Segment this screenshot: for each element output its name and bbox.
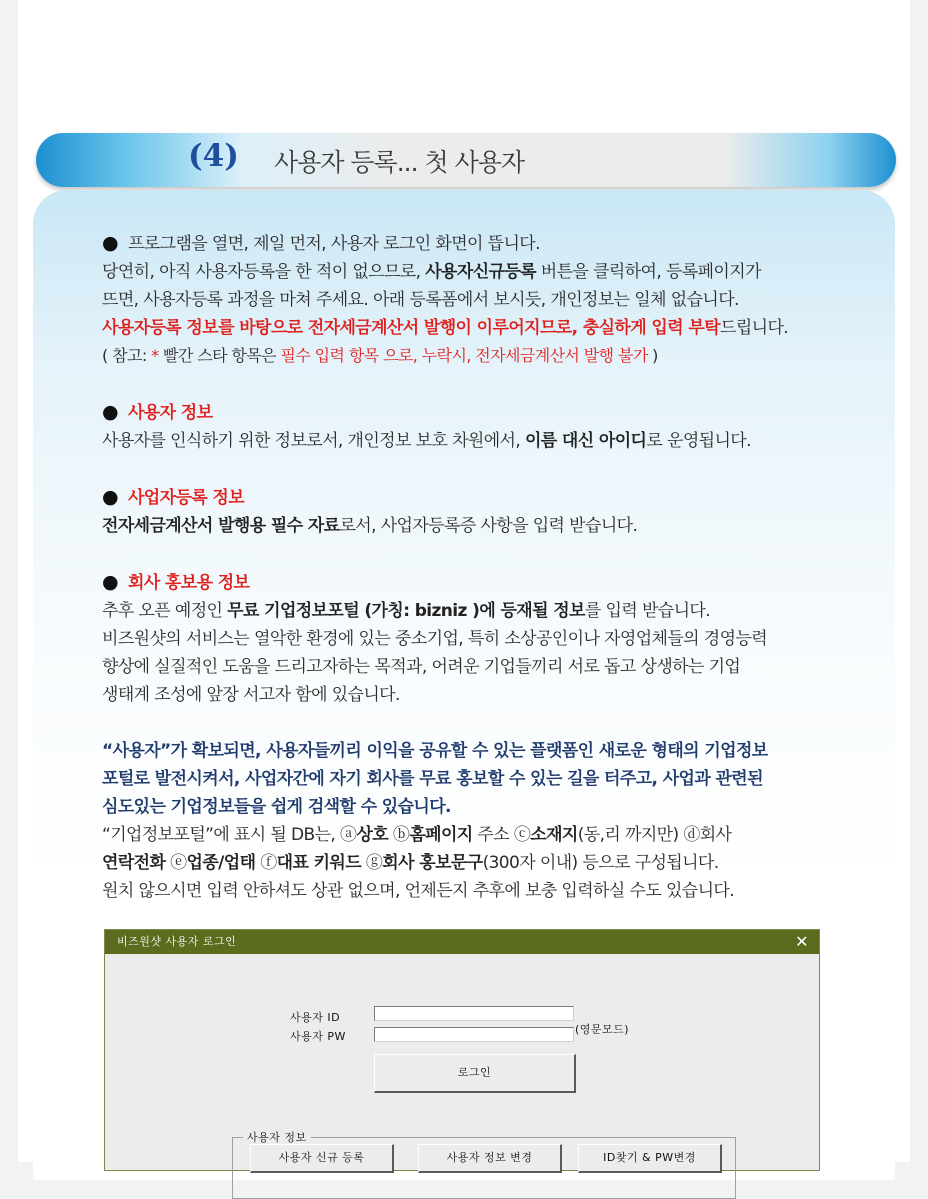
heading-text: 사업자등록 정보 (127, 488, 245, 508)
content-body (102, 229, 832, 905)
biz-info-heading (102, 483, 832, 512)
login-button[interactable]: 로그인 (374, 1054, 576, 1093)
required-note-text: 필수 입력 항목 으로, 누락시, 전자세금계산서 발행 불가 (280, 346, 648, 365)
text: “기업정보포털”에 표시 될 DB는, ⓐ (102, 825, 357, 845)
spacer (102, 540, 832, 568)
new-user-register-button[interactable]: 사용자 신규 등록 (250, 1144, 394, 1173)
english-mode-hint: (영문모드) (575, 1023, 630, 1036)
promo-line-3: 향상에 실질적인 도움을 드리고자하는 목적과, 어려운 기업들끼리 서로 돕고 상생하는 기업 (102, 657, 741, 677)
bullet-icon: ● (102, 232, 118, 254)
user-info-group-label: 사용자 정보 (243, 1129, 311, 1145)
portal-db-line-1 (102, 821, 832, 849)
bullet-icon: ● (102, 401, 118, 423)
text: 사용자를 인식하기 위한 정보로서, 개인정보 보호 차원에서, (102, 431, 525, 451)
promo-line-1 (102, 597, 832, 625)
user-pw-input[interactable] (374, 1027, 574, 1042)
dialog-title: 비즈원샷 사용자 로그인 (117, 935, 237, 948)
text: 이름 대신 아이디 (524, 431, 647, 451)
text: ⓖ (361, 853, 383, 873)
portal-db-line-3: 원치 않으시면 입력 안하셔도 상관 없으며, 언제든지 추후에 보충 입력하실 수도 있습니다. (102, 881, 735, 901)
section-title: 사용자 등록... 첫 사용자 (274, 148, 525, 177)
text: 로 운영됩니다. (646, 431, 751, 451)
text: 회사 홍보문구 (382, 853, 483, 873)
intro-line-2 (102, 258, 832, 286)
intro-text: 프로그램을 열면, 제일 먼저, 사용자 로그인 화면이 뜹니다. (127, 234, 540, 254)
text: 연락전화 (102, 853, 166, 873)
close-icon[interactable]: ✕ (795, 932, 809, 951)
dialog-titlebar (105, 930, 819, 954)
text: 로서, 사업자등록증 사항을 입력 받습니다. (339, 516, 638, 536)
intro-line-3: 뜨면, 사용자등록 과정을 마쳐 주세요. 아래 등록폼에서 보시듯, 개인정보는 일체 없습니다. (102, 290, 739, 310)
text: ) (647, 346, 658, 365)
new-user-register-text: 사용자신규등록 (425, 262, 536, 282)
bullet-icon: ● (102, 571, 118, 593)
warning-text: 사용자등록 정보를 바탕으로 전자세금계산서 발행이 이루어지므로, 충실하게 입력 부탁 (102, 318, 720, 338)
section-number: (4) (188, 138, 239, 174)
portal-db-line-2 (102, 849, 832, 877)
promo-line-2: 비즈원샷의 서비스는 열악한 환경에 있는 중소기업, 특히 소상공인이나 자영업체들의 경영능력 (102, 629, 768, 649)
user-id-input[interactable] (374, 1006, 574, 1021)
heading-text: 회사 홍보용 정보 (127, 573, 250, 593)
text: 전자세금계산서 발행용 필수 자료 (102, 516, 340, 536)
spacer (102, 370, 832, 398)
text: 업종/업태 (186, 853, 256, 873)
text: (300자 이내) 등으로 구성됩니다. (482, 853, 719, 873)
spacer (102, 709, 832, 737)
text: 상호 (356, 825, 389, 845)
highlight-line-1: “사용자”가 확보되면, 사용자들끼리 이익을 공유할 수 있는 플랫폼인 새로운 형태의 기업정보 (102, 741, 768, 761)
change-user-info-button[interactable]: 사용자 정보 변경 (418, 1144, 562, 1173)
text: 무료 기업정보포털 (가칭: bizniz )에 등재될 정보 (227, 601, 585, 621)
biz-info-text (102, 512, 832, 540)
note-line (102, 342, 832, 370)
red-star-icon: * (151, 346, 164, 365)
user-info-heading (102, 398, 832, 427)
heading-text: 사용자 정보 (127, 403, 213, 423)
user-info-text (102, 427, 832, 455)
text: 버튼을 클릭하여, 등록페이지가 (536, 262, 761, 282)
text: (동,리 까지만) ⓓ회사 (577, 825, 732, 845)
bullet-icon: ● (102, 486, 118, 508)
section-banner (36, 133, 896, 187)
text: ( 참고: (102, 346, 152, 365)
text: 대표 키워드 (276, 853, 362, 873)
text: 당연히, 아직 사용자등록을 한 적이 없으므로, (102, 262, 426, 282)
text: ⓑ (388, 825, 410, 845)
find-id-change-pw-button[interactable]: ID찾기 & PW변경 (578, 1144, 722, 1173)
text: 추후 오픈 예정인 (102, 601, 228, 621)
text: ⓕ (255, 853, 277, 873)
highlight-line-2: 포털로 발전시켜서, 사업자간에 자기 회사를 무료 홍보할 수 있는 길을 터주고, 사업과 관련된 (102, 769, 763, 789)
spacer (102, 455, 832, 483)
intro-line-1 (102, 229, 832, 258)
text: 소재지 (530, 825, 578, 845)
text: 홈페이지 (409, 825, 473, 845)
text: 드립니다. (720, 318, 789, 338)
promo-line-4: 생태계 조성에 앞장 서고자 함에 있습니다. (102, 685, 400, 705)
text: ⓔ (165, 853, 187, 873)
text: 주소 ⓒ (472, 825, 531, 845)
highlight-line-3: 심도있는 기업정보들을 쉽게 검색할 수 있습니다. (102, 797, 451, 817)
user-id-label: 사용자 ID (290, 1011, 341, 1024)
text: 빨간 스타 항목은 (163, 346, 281, 365)
login-dialog (104, 929, 820, 1171)
user-pw-label: 사용자 PW (290, 1030, 346, 1043)
promo-info-heading (102, 568, 832, 597)
text: 를 입력 받습니다. (584, 601, 711, 621)
intro-line-4 (102, 314, 832, 342)
